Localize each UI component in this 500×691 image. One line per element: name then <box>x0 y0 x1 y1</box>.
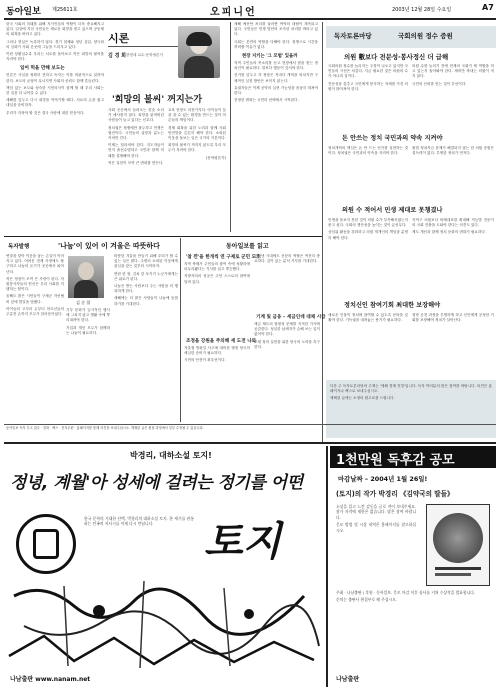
ad-left-headline: 정녕, 계월'아 성세에 걸려는 정기를 어떤 <box>10 473 303 493</box>
bottom-left-text-c: 따뜻한 겨울을 만들기 위해 우리가 할 수 있는 일은 많다. 주변의 소외된 이웃에게 관심을 갖는 것부터 시작하자. 연탄 한 장, 김치 한 포기가 누군가에게는 큰 위로가 된다. 나눔은 받는 사람보다 주는 사람을 더 행복하게 한다. 새해에는 더 많은 사람들이 나눔에 동참하기를 기대한다. <box>114 254 178 306</box>
bottom-right-sub3: 기계 및 금융 – 세금인데 대체 시급 <box>256 315 326 320</box>
ad-left-footer: 나남출판 www.nanam.net <box>10 676 91 683</box>
column-label: 시론 <box>108 32 130 45</box>
ad-left-tagline: 박경리, 대하소설 토지! <box>130 451 212 460</box>
bottom-left-photo <box>68 256 104 298</box>
reader-panel-sub1: 의원 數보다 전문성·봉사정신 더 급해 <box>344 53 449 61</box>
middle-column-text: 새해 예산안 처리를 둘러싼 여야의 대립이 계속되고 있다. 국민들은 민생 법안의 조속한 처리를 바라고 있다. 국회는 본연의 역할을 다해야 한다. 정쟁으로 시간을 허비할 여유가 없다. 현장 지키는 '그 모범' 있을까 지역 주민들의 목소리를 듣고 현장에서 답을 찾는 정치인이 필요하다. 말보다 행동이 앞서야 한다. 선거를 앞두고 각 정당은 저마다 개혁을 외치지만 구체적인 실천 방안은 보이지 않는다. 유권자들은 이제 공약의 실현 가능성을 꼼꼼히 따져야 한다. 진정한 변화는 국민의 선택에서 시작된다. <box>234 22 318 103</box>
section-title: 오피니언 <box>210 7 257 18</box>
reader-panel-text-e: 민생을 돌보지 못한 것이 의원 수가 부족해서였는지 묻고 싶다. 국회의 생산성을 높이는 것이 급선무다. 상임위 활동을 강화하고 의원 개개인의 책임을 분명히 해야 한다. <box>328 218 408 240</box>
reader-panel-text-a: 국회의원 정수를 늘리자는 주장이 나오고 있지만 국민들의 시선은 차갑다. 지금 필요한 것은 의원의 수가 아니라 질이다. 전문성을 갖추고 국민에게 봉사하는 자세를 가진 의원이 많아져야 한다. <box>328 64 408 91</box>
bottom-left-text-a: 연말을 맞아 이웃을 돕는 손길이 이어지고 있다. 어려운 경제 사정에도 불구하고 나눔의 온기가 곳곳에서 피어난다. 작은 정성이 모여 큰 사랑이 된다. 자원봉사자들의 헌신은 우리 사회를 지탱하는 힘이다. 올해도 많은 시민들이 구세군 자선냄비 앞에 발길을 멈췄다. 아이들의 고사리 손부터 어르신들의 주름진 손까지 모두가 한마음이었다. <box>6 254 64 317</box>
columnist-photo <box>178 26 220 78</box>
column-headline: '희망의 불씨' 꺼지는가 <box>112 95 203 105</box>
bottom-right-kicker: 동아일보를 읽고 <box>226 243 269 250</box>
reader-panel-sub4: 정치신인 참여기회 최대한 보장해야 <box>344 302 441 309</box>
column-subhead: 일어 먹을 만해 보도는 <box>20 66 65 72</box>
issue-date: 2003년 12월 28일 수요일 <box>392 7 452 13</box>
bottom-right-sub2: 조정을 강원을 주의해 세 도전 나와 <box>186 339 257 344</box>
bottom-right-text-a: 지역 축제가 주민들의 참여 속에 성황리에 마무리됐다는 기사를 읽고 뿌듯했다. 지방자치의 성공은 주민 스스로의 참여에 달려 있다. <box>184 262 250 284</box>
ad-left-brush-art <box>4 576 326 671</box>
footer-info: 동아일보 독자 투고 접수 · 전화 · 팩스 · 전자우편 · 홈페이지를 통해 의견을 보내주십시오. 게재된 글은 편집 과정에서 일부 수정될 수 있습니다. <box>6 426 204 430</box>
ad-right-book: (토지)의 작가 박경리 《김약국의 딸들》 <box>336 490 454 498</box>
ad-right-details: 주최 · 나남출판 / 후원 · 동아일보. 응모 마감 이후 심사를 거쳐 수상작을 발표합니다. 문의는 출판사 편집부로 해 주십시오. <box>336 590 476 603</box>
reader-panel-text-g: 새로운 인물이 정치에 참여할 수 있도록 문턱을 낮춰야 한다. 기득권을 내려놓는 용기가 필요하다. <box>328 313 408 323</box>
column-body-right: 교육 현장도 마찬가지다. 아이들이 꿈을 꿀 수 있는 환경을 만드는 것이 어른들의 책임이다. 경제 회복을 위한 노력과 함께 사회 안전망을 튼튼히 해야 한다. 소외된 이웃을 돌보는 일은 국가의 기본이다. 희망의 불씨가 꺼지지 않도록 우리 모두가 지켜야 한다. (문학평론가) <box>168 108 226 160</box>
ad-left-emblem <box>16 514 76 574</box>
mid-rule <box>4 236 322 237</box>
reader-panel-text-f: 지역구 의원보다 비례대표를 확대해 직능별 전문가의 국회 진출을 도와야 한다는 의견도 있다. 제도 개선과 함께 정치 문화의 변화가 필요하다. <box>412 218 494 235</box>
paper-name: 동아일보 <box>6 7 41 17</box>
bottom-left-kicker: 독자발행 <box>8 244 30 250</box>
column-body-mid: 사회 곳곳에서 들려오는 한숨 소리가 예사롭지 않다. 희망을 잃어버린 사람들이 늘고 있다는 신호다. 정치권은 정쟁에만 몰두하고 민생은 뒷전이다. 국민들의 실망과 분노는 커져만 간다. 이제는 달라져야 한다. 지도자들이 먼저 솔선수범하고 국민과 함께 미래를 설계해야 한다. 작은 실천이 모여 큰 변화를 만든다. <box>108 108 164 165</box>
reader-panel-headline: 국회의원 정수 증원 <box>398 32 453 40</box>
reader-panel-note: 다음 주 독자토론마당의 주제는 '새해 경제 전망'입니다. 독자 여러분의 많은 참여를 바랍니다. 의견은 홈페이지나 팩스로 보내주십시오. 채택된 글에는 소정의 원고료를 드립니다. <box>330 384 492 401</box>
ad-right-copy: 소설을 읽고 느낀 감동을 글로 적어 보내주세요. 참가 자격에 제한은 없습니다. 많은 참여 바랍니다. 응모 방법 및 시상 내역은 홈페이지를 참고하십시오. <box>336 504 416 533</box>
reader-panel-sub3: 의원 수 적어서 민생 제대로 못챙겼나 <box>342 207 443 214</box>
reader-panel-text-h: 정당 공천 과정을 투명하게 하고 신인에게 공정한 기회를 보장해야 정치가 살아난다. <box>412 313 494 323</box>
ad-left-big-title: 토지 <box>204 519 282 565</box>
column-left-text: 한국 사회의 미래를 위해 지식인들의 역할이 더욱 중요해지고 있다. 일상에 지친 국민들은 새로운 희망을 찾고 있으며 공동체의 회복을 바라고 있다. 그러나 현실은 녹록하지 않다. 경기 침체와 청년 실업, 양극화의 심화가 사회 곳곳에 그늘을 드리우고 있다. 이런 상황일수록 우리는 서로를 돌아보고 작은 희망의 불씨를 지켜야 한다. 일어 먹을 만해 보도는 언론은 사실을 정확히 전하고 독자는 이를 비판적으로 읽어야 한다. 보도의 균형이 무너지면 사회의 신뢰도 함께 흔들린다. 책임 있는 보도와 성숙한 시민의식이 함께 할 때 우리 사회는 한 걸음 더 나아갈 수 있다. 새해를 앞두고 다시 희망을 이야기할 때다. 서로의 손을 잡고 내일을 준비하자. 우리가 지켜야 할 것은 결국 사람에 대한 믿음이다. <box>6 22 104 115</box>
ad-right-footer: 나남출판 <box>336 676 360 683</box>
bottom-left-headline: '나눔'이 있어 이 겨울은 따뜻하다 <box>58 242 160 250</box>
bottom-left-text-b: 기부 문화가 일시적인 행사에 그치지 않고 생활 속에 뿌리내려야 한다. 기업과 개인 모두가 함께하는 나눔이 필요하다. <box>66 308 110 335</box>
ad-divider <box>326 446 328 687</box>
masthead-rule <box>4 18 496 20</box>
ad-left <box>4 446 326 687</box>
reader-panel-text-b: 의원 수를 늘리기 전에 현재의 국회가 제 역할을 하고 있는지 돌아봐야 한다. 세비만 축내는 의원이 적지 않다. 국민의 신뢰를 얻는 것이 우선이다. <box>412 64 494 86</box>
column-author: 김 경 희 <box>108 53 126 59</box>
bottom-right-sub1: '참 깐'을 한개씩 연 구제로 군민 도호 <box>186 255 261 260</box>
bottom-right-text-b: 겨울철 빙판길 사고에 대비한 행정 당국의 세심한 준비가 필요하다. 시민의 안전이 최우선이다. <box>184 346 250 363</box>
ad-right-headline: 1천만원 독후감 공모 <box>336 453 455 468</box>
bottom-right-text-d: 세금 제도의 형평성 문제를 지적한 기사에 공감한다. 성실한 납세자가 손해 보는 일이 없어야 한다. 조세 정의 실현을 위한 당국의 노력을 촉구한다. <box>254 322 320 349</box>
bottom-right-text-c: 인터넷 시대에도 신문의 역할은 여전히 중요하다. 깊이 있는 분석 기사를 기대한다. <box>254 254 320 264</box>
page-number: A7 <box>482 3 494 12</box>
reader-panel-text-c: 정치개혁의 핵심은 돈 안 드는 선거를 실현하는 것이다. 정치권은 국민과의 약속을 지켜야 한다. <box>328 146 408 156</box>
bottom-left-caption: 김 순 철 <box>76 300 91 305</box>
ad-left-copy: 한국 문학의 거대한 산맥, 박경리의 대하소설 토지. 한 세기를 관통하는 민족의 서사시를 이제 다시 만납니다. <box>84 516 194 527</box>
reader-panel-text-d: 불법 정치자금 문제가 해결되지 않는 한 의원 증원은 설득력이 없다. 투명한 정치가 먼저다. <box>412 146 494 156</box>
ad-right-book-cover <box>426 504 490 586</box>
ad-top-rule <box>4 442 496 444</box>
ad-right <box>330 446 496 687</box>
ad-right-sub: 마감날짜 – 2004년 1월 26일! <box>338 475 428 483</box>
reader-panel-kicker: 독자토론마당 <box>334 32 372 40</box>
reader-panel-sub2: 돈 안쓰는 정치 국민과의 약속 지켜야 <box>342 135 443 142</box>
column-author-title: 한양대 교수·문학평론가 <box>126 53 163 57</box>
issue-number: 제25611호 <box>52 7 78 13</box>
